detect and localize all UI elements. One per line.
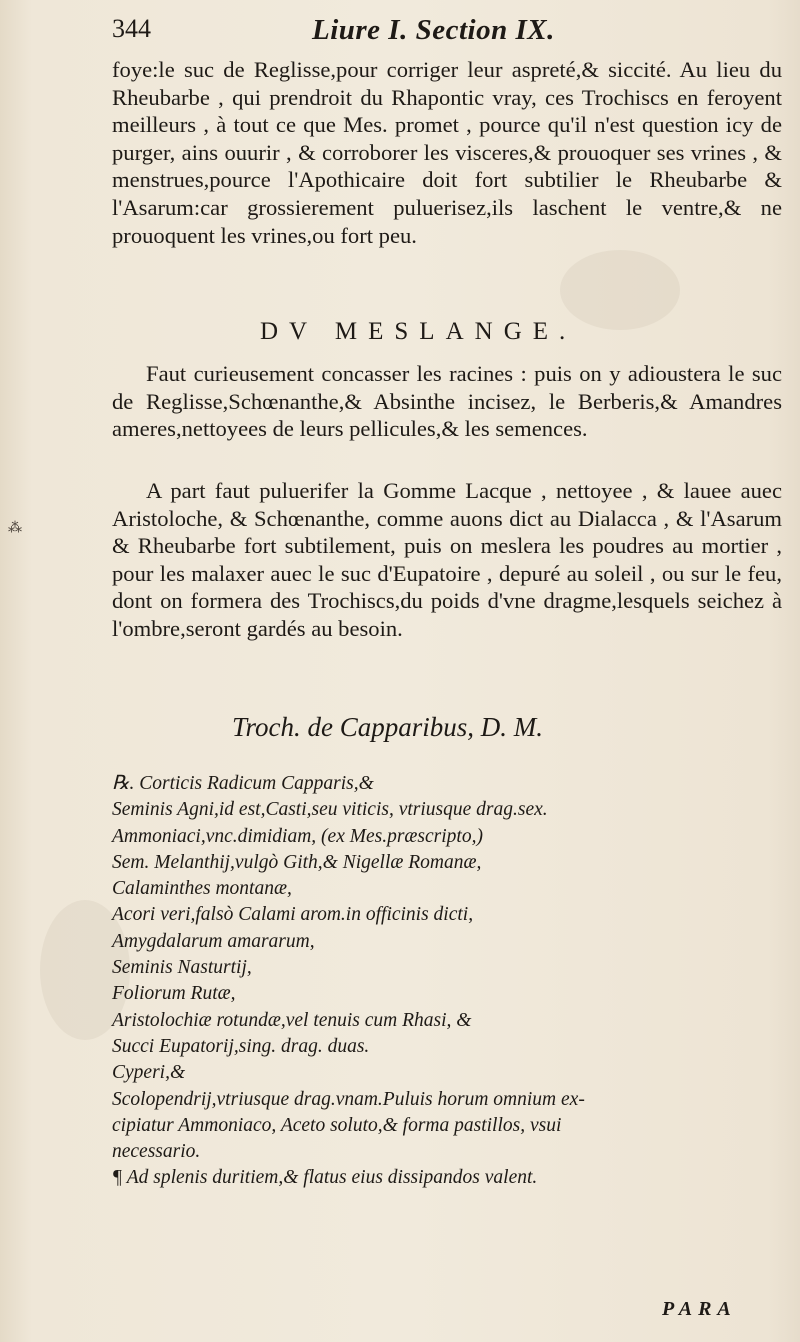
page-number: 344 xyxy=(112,14,151,43)
margin-mark: ⁂ xyxy=(8,520,22,536)
formula-line: ¶ Ad splenis duritiem,& flatus eius dissipandos valent. xyxy=(112,1167,538,1189)
paragraph-intro: foye:le suc de Reglisse,pour corriger leur aspreté,& siccité. Au lieu du Rheubarbe , qui prendroit du Rhapontic vray, ces Trochiscs en feroyent meilleurs , à tout ce que Mes. promet , pource qu'il n'est question icy de purger, ains ouurir , & corroborer les visceres,& prouoquer ses vrines , & menstrues,pource l'Apothicaire doit fort subtilier le Rheubarbe & l'Asarum:car grossierement puluerisez,ils laschent le ventre,& ne prouoquent les vrines,ou fort peu. xyxy=(112,57,782,248)
formula-line: Succi Eupatorij,sing. drag. duas. xyxy=(112,1035,370,1057)
formula-line: Acori veri,falsò Calami arom.in officinis dicti, xyxy=(112,904,474,926)
formula-line: ℞. Corticis Radicum Capparis,& xyxy=(112,773,374,794)
formula-list xyxy=(112,771,782,1192)
section-title: DV MESLANGE. xyxy=(260,318,577,345)
catchword: PARA xyxy=(662,1298,737,1320)
formula-line: Foliorum Rutæ, xyxy=(112,983,236,1005)
recipe-title: Troch. de Capparibus, D. M. xyxy=(232,712,544,742)
formula-line: Ammoniaci,vnc.dimidiam, (ex Mes.præscripto,) xyxy=(112,825,483,847)
formula-line: Calaminthes montanæ, xyxy=(112,878,292,900)
paragraph-preparation: A part faut puluerifer la Gomme Lacque , nettoyee , & lauee auec Aristoloche, & Schœnanthe, comme auons dict au Dialacca , & l'Asarum & Rheubarbe fort subtilement, puis on meslera les poudres au mortier , pour les malaxer auec le suc d'Eupatoire , depuré au soleil , ou sur le feu, dont on formera des Trochiscs,du poids d'vne dragme,lesquels seichez à l'ombre,seront gardés au besoin. xyxy=(112,478,782,641)
formula-line: Scolopendrij,vtriusque drag.vnam.Puluis horum omnium ex- xyxy=(112,1088,585,1110)
paper-stain xyxy=(560,250,680,330)
formula-line: Cyperi,& xyxy=(112,1062,186,1084)
formula-line: Sem. Melanthij,vulgò Gith,& Nigellæ Romanæ, xyxy=(112,851,482,873)
paragraph-mixing: Faut curieusement concasser les racines : puis on y adioustera le suc de Reglisse,Schœnanthe,& Absinthe incisez, le Berberis,& Amandres ameres,nettoyees de leurs pellicules,& les semences. xyxy=(112,361,782,442)
page-header xyxy=(112,14,760,54)
formula-line: necessario. xyxy=(112,1141,201,1163)
running-head: Liure I. Section IX. xyxy=(312,14,555,46)
formula-line: Seminis Nasturtij, xyxy=(112,957,252,979)
formula-line: Aristolochiæ rotundæ,vel tenuis cum Rhasi, & xyxy=(112,1009,472,1031)
formula-line: cipiatur Ammoniaco, Aceto soluto,& forma pastillos, vsui xyxy=(112,1114,562,1136)
formula-line: Amygdalarum amararum, xyxy=(112,930,315,952)
formula-line: Seminis Agni,id est,Casti,seu viticis, vtriusque drag.sex. xyxy=(112,799,548,821)
